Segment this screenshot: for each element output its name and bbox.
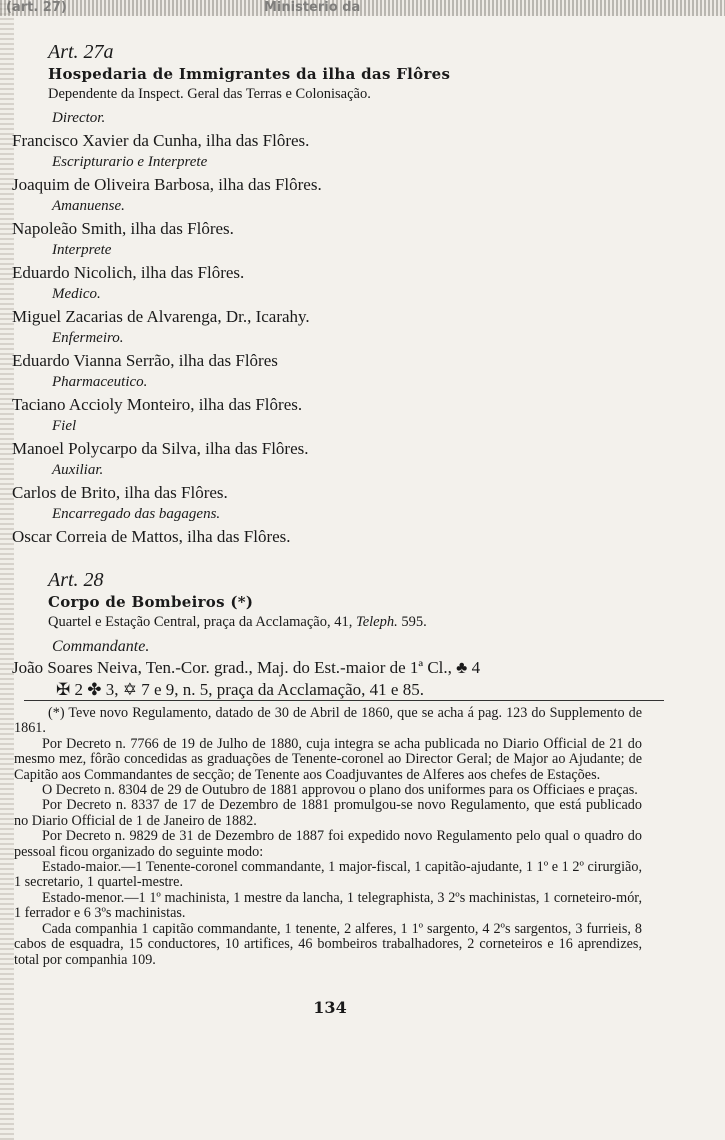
person-entry: Francisco Xavier da Cunha, ilha das Flôres. <box>12 131 310 150</box>
commander-line-2: ✠ 2 ✤ 3, ✡ 7 e 9, n. 5, praça da Acclamação, 41 e 85. <box>56 680 424 699</box>
role-label: Amanuense. <box>52 198 125 214</box>
person-entry: Joaquim de Oliveira Barbosa, ilha das Flôres. <box>12 175 322 194</box>
footnote-paragraph: Por Decreto n. 7766 de 19 de Julho de 1880, cuja integra se acha publicada no Diario Official de 21 do mesmo mez, fôrão concedidas as graduações de Tenente-coronel ao Director Geral; de Major ao Ajudante; de Capitão aos Commandantes de secção; de Tenente aos Coadjuvantes de Alferes aos chefes de Estações. <box>14 735 642 783</box>
article-title: Hospedaria de Immigrantes da ilha das Flôres <box>48 65 451 83</box>
article-28 <box>12 568 715 701</box>
person-entry: Carlos de Brito, ilha das Flôres. <box>12 483 228 502</box>
role-label: Encarregado das bagagens. <box>52 506 221 522</box>
role-label: Commandante. <box>52 638 150 655</box>
footnote-rule <box>24 700 664 701</box>
footnote-paragraph: Estado-menor.—1 1º machinista, 1 mestre da lancha, 1 telegraphista, 3 2ºs machinistas, 1 corneteiro-mór, 1 ferrador e 6 3ºs machinistas. <box>14 889 642 922</box>
role-label: Medico. <box>52 286 101 302</box>
footnote-paragraph: Por Decreto n. 8337 de 17 de Dezembro de 1881 promulgou-se novo Regulamento, que está publicado no Diario Official de 1 de Janeiro de 1882. <box>14 797 642 829</box>
role-label: Fiel <box>52 418 77 434</box>
article-subtitle: Dependente da Inspect. Geral das Terras e Colonisação. <box>48 86 371 102</box>
teleph-label: Teleph. <box>355 614 398 630</box>
person-entry: Taciano Accioly Monteiro, ilha das Flôres. <box>12 395 303 414</box>
running-head-center: Ministerio da <box>264 0 361 15</box>
footnote-paragraph: Cada companhia 1 capitão commandante, 1 tenente, 2 alferes, 1 1º sargento, 4 2ºs sargentos, 3 furrieis, 8 cabos de esquadra, 15 conductores, 10 artifices, 46 bombeiros trabalhadores, 2 corneteiros e 16 aprendizes, total por companhia 109. <box>14 920 642 968</box>
role-label: Pharmaceutico. <box>52 374 148 390</box>
role-label: Enfermeiro. <box>52 330 124 346</box>
person-entry: Miguel Zacarias de Alvarenga, Dr., Icarahy. <box>12 307 310 326</box>
person-entry: Manoel Polycarpo da Silva, ilha das Flôres. <box>12 439 309 458</box>
person-entry: Eduardo Vianna Serrão, ilha das Flôres <box>12 351 278 370</box>
footnote-paragraph: Por Decreto n. 9829 de 31 de Dezembro de 1887 foi expedido novo Regulamento pelo qual o quadro do pessoal ficou organizado do seguinte modo: <box>14 828 642 860</box>
address-text: Quartel e Estação Central, praça da Acclamação, 41, <box>48 614 353 630</box>
running-head <box>0 0 725 16</box>
footnote-paragraph: Estado-maior.—1 Tenente-coronel commandante, 1 major-fiscal, 1 capitão-ajudante, 1 1º e 1 2º cirurgião, 1 secretario, 1 quartel-mestre. <box>14 859 642 891</box>
staff-list <box>12 108 715 548</box>
page-number: 134 <box>313 998 347 1017</box>
article-address <box>48 612 715 632</box>
footnote-paragraph: (*) Teve novo Regulamento, datado de 30 de Abril de 1860, que se acha á pag. 123 do Supplemento de 1861. <box>14 705 642 737</box>
person-entry: Oscar Correia de Mattos, ilha das Flôres. <box>12 527 291 546</box>
teleph-number: 595. <box>401 614 427 630</box>
footnotes <box>14 706 642 968</box>
article-27a <box>12 40 715 548</box>
role-label: Interprete <box>52 242 112 258</box>
person-entry: Eduardo Nicolich, ilha das Flôres. <box>12 263 245 282</box>
article-number: Art. 28 <box>48 569 104 591</box>
article-title: Corpo de Bombeiros (*) <box>48 593 254 611</box>
person-entry: Napoleão Smith, ilha das Flôres. <box>12 219 234 238</box>
commander-line-1: João Soares Neiva, Ten.-Cor. grad., Maj. do Est.-maior de 1ª Cl., ♣ 4 <box>12 658 481 677</box>
footnote-paragraph: O Decreto n. 8304 de 29 de Outubro de 1881 approvou o plano dos uniformes para os Officiaes e praças. <box>42 782 638 799</box>
article-number: Art. 27a <box>48 41 114 63</box>
role-label: Escripturario e Interprete <box>52 154 208 170</box>
role-label: Director. <box>52 110 106 126</box>
running-head-left: (art. 27) <box>6 0 67 15</box>
role-label: Auxiliar. <box>52 462 104 478</box>
